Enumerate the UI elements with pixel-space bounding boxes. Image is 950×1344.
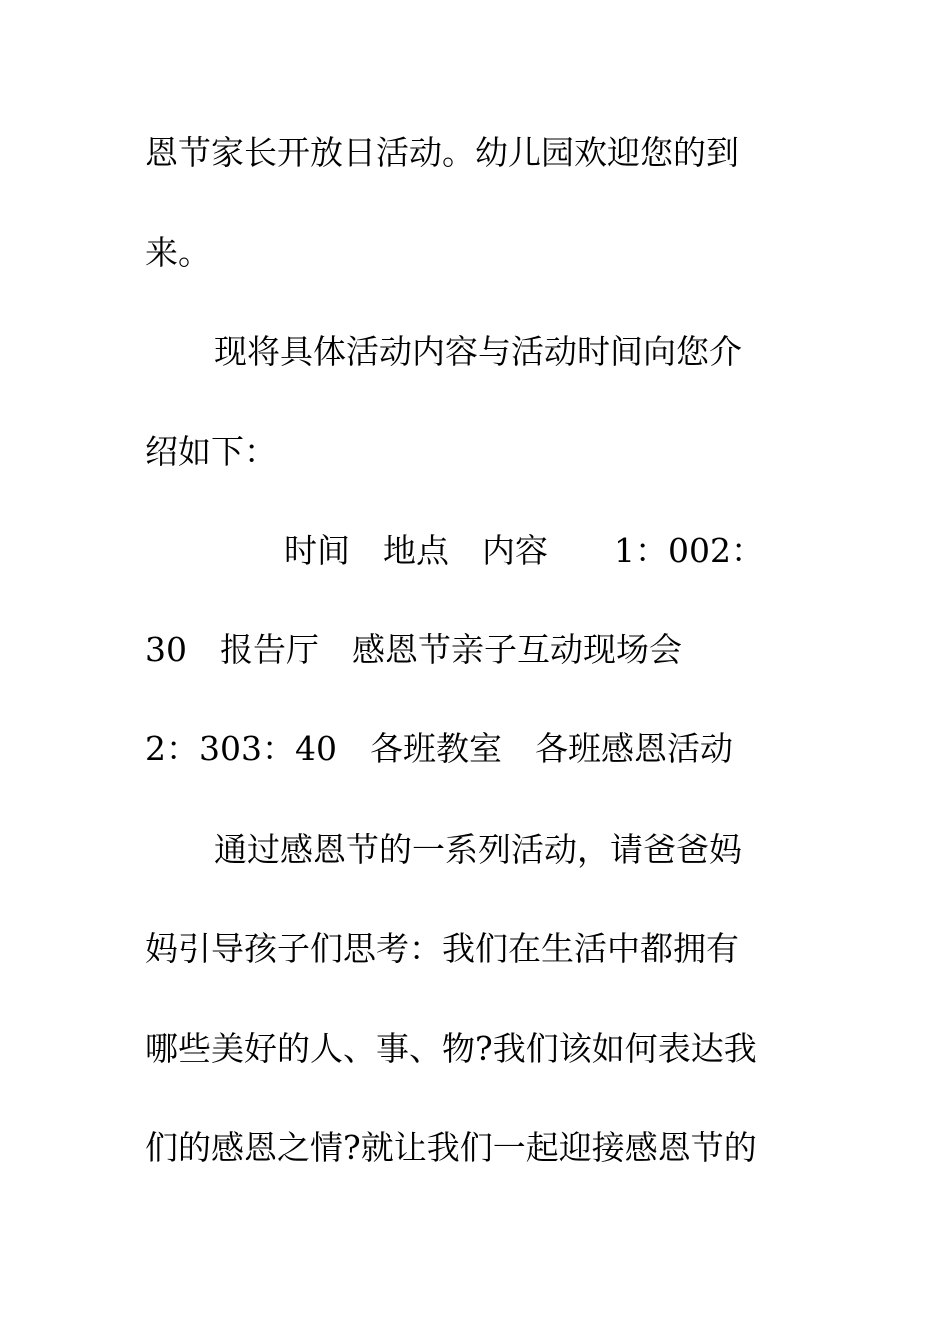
text-line-4: 绍如下： <box>145 432 277 471</box>
text-line-9: 妈引导孩子们思考：我们在生活中都拥有 <box>145 929 739 968</box>
text-line-2: 来。 <box>145 233 211 272</box>
schedule-row-2: 2：303：40 各班教室 各班感恩活动 <box>145 729 733 768</box>
text-line-3: 现将具体活动内容与活动时间向您介 <box>214 332 742 371</box>
text-line-1: 恩节家长开放日活动。幼儿园欢迎您的到 <box>145 133 739 172</box>
schedule-row-1: 30 报告厅 感恩节亲子互动现场会 <box>145 630 682 669</box>
text-line-11: 们的感恩之情?就让我们一起迎接感恩节的 <box>145 1128 757 1167</box>
text-line-8: 通过感恩节的一系列活动，请爸爸妈 <box>214 830 742 869</box>
schedule-header-line: 时间 地点 内容 1：002： <box>284 531 764 570</box>
text-line-10: 哪些美好的人、事、物?我们该如何表达我 <box>145 1029 757 1068</box>
